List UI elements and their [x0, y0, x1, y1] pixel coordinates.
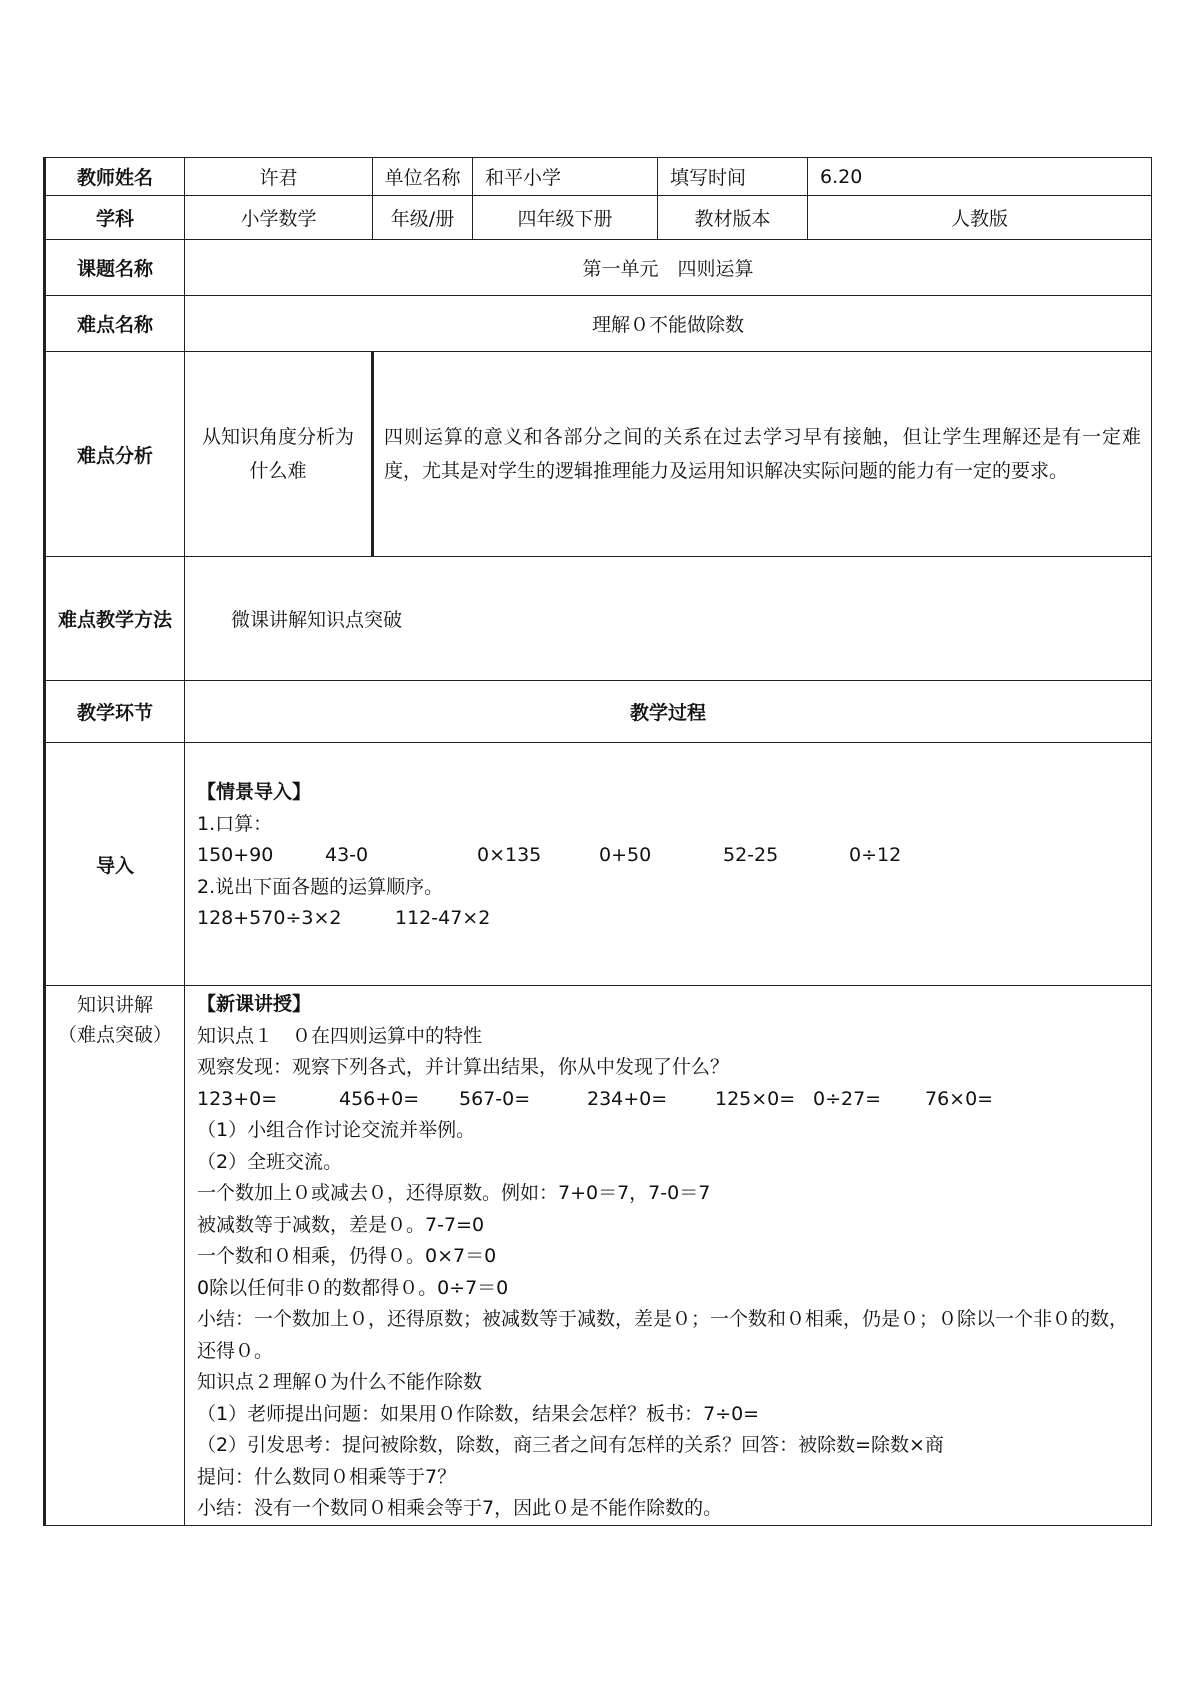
analysis-sublabel: 从知识角度分析为什么难	[185, 352, 373, 557]
calc-item: 567-0=	[459, 1087, 531, 1110]
lesson-label-line2: （难点突破）	[57, 1024, 172, 1046]
header-row-1	[45, 158, 1152, 196]
intro-row	[45, 743, 1152, 986]
lesson-row	[45, 986, 1152, 1526]
intro-q1-item: 52-25	[723, 844, 779, 866]
calc-item: 234+0=	[587, 1087, 668, 1110]
textbook-label: 教材版本	[658, 196, 808, 240]
grade-label: 年级/册	[373, 196, 473, 240]
intro-label: 导入	[45, 743, 185, 986]
calc-item: 456+0=	[339, 1087, 420, 1110]
difficulty-row	[45, 296, 1152, 352]
ask-text: 提问：什么数同０相乘等于7？	[197, 1465, 457, 1488]
calc-item: 76×0=	[925, 1087, 994, 1110]
intro-q2-items	[197, 903, 1141, 935]
calc-item: 123+0=	[197, 1087, 278, 1110]
textbook-value: 人教版	[808, 196, 1152, 240]
intro-q1-item: 0×135	[477, 844, 542, 866]
lesson-plan-table	[43, 157, 1152, 1526]
header-row-2	[45, 196, 1152, 240]
rule-3: 一个数和０相乘，仍得０。0×7＝0	[197, 1245, 497, 1267]
intro-heading: 【情景导入】	[197, 781, 312, 803]
question-step-1: （1）老师提出问题：如果用０作除数，结果会怎样？板书：7÷0=	[197, 1402, 760, 1425]
difficulty-label: 难点名称	[45, 296, 185, 352]
intro-q1-item: 150+90	[197, 844, 274, 866]
process-label: 教学环节	[45, 681, 185, 743]
step-1: （1）小组合作讨论交流并举例。	[197, 1119, 476, 1141]
process-header-row	[45, 681, 1152, 743]
kp1-title: 知识点１ ０在四则运算中的特性	[197, 1024, 483, 1047]
calc-item: 0÷27=	[813, 1087, 882, 1110]
intro-content	[185, 743, 1152, 986]
teacher-label: 教师姓名	[45, 158, 185, 196]
calc-item: 125×0=	[715, 1087, 796, 1110]
grade-value: 四年级下册	[473, 196, 658, 240]
lesson-plan-page	[43, 157, 1150, 1526]
observe-text: 观察发现：观察下列各式，并计算出结果，你从中发现了什么？	[197, 1056, 730, 1078]
lesson-label-line1: 知识讲解	[76, 994, 153, 1016]
intro-q2-item: 112-47×2	[395, 907, 491, 929]
fill-time-value: 6.20	[808, 158, 1152, 196]
topic-row	[45, 240, 1152, 296]
calc-items	[197, 1084, 1141, 1116]
unit-value: 和平小学	[473, 158, 658, 196]
method-label: 难点教学方法	[45, 557, 185, 681]
rule-4: 0除以任何非０的数都得０。0÷7＝0	[197, 1276, 509, 1299]
intro-q2: 2.说出下面各题的运算顺序。	[197, 875, 444, 898]
analysis-label: 难点分析	[45, 352, 185, 557]
method-value: 微课讲解知识点突破	[185, 557, 1152, 681]
kp2-title: 知识点２理解０为什么不能作除数	[197, 1371, 483, 1393]
analysis-text: 四则运算的意义和各部分之间的关系在过去学习早有接触，但让学生理解还是有一定难度，尤其是对学生的逻辑推理能力及运用知识解决实际问题的能力有一定的要求。	[373, 352, 1152, 557]
intro-q1-items	[197, 840, 1141, 872]
analysis-row	[45, 352, 1152, 557]
summary-1: 小结：一个数加上０，还得原数；被减数等于减数，差是０；一个数和０相乘，仍是０；０除以一个非０的数，还得０。	[197, 1308, 1129, 1362]
difficulty-value: 理解０不能做除数	[185, 296, 1152, 352]
intro-q1-item: 0+50	[599, 844, 652, 866]
intro-q2-item: 128+570÷3×2	[197, 907, 342, 929]
lesson-heading: 【新课讲授】	[197, 993, 312, 1015]
unit-label: 单位名称	[373, 158, 473, 196]
rule-2: 被减数等于减数，差是０。7-7=0	[197, 1213, 485, 1236]
fill-time-label: 填写时间	[658, 158, 808, 196]
question-step-2: （2）引发思考：提问被除数，除数，商三者之间有怎样的关系？回答：被除数=除数×商	[197, 1434, 944, 1456]
method-row	[45, 557, 1152, 681]
topic-label: 课题名称	[45, 240, 185, 296]
process-value: 教学过程	[185, 681, 1152, 743]
topic-value: 第一单元 四则运算	[185, 240, 1152, 296]
step-2: （2）全班交流。	[197, 1150, 343, 1173]
intro-q1: 1.口算：	[197, 812, 273, 835]
lesson-label	[45, 986, 185, 1526]
summary-2: 小结：没有一个数同０相乘会等于7，因此０是不能作除数的。	[197, 1497, 723, 1519]
subject-value: 小学数学	[185, 196, 373, 240]
lesson-content	[185, 986, 1152, 1526]
intro-q1-item: 0÷12	[849, 844, 902, 866]
intro-q1-item: 43-0	[325, 844, 369, 866]
rule-1: 一个数加上０或减去０，还得原数。例如：7+0＝7，7-0＝7	[197, 1182, 711, 1204]
teacher-value: 许君	[185, 158, 373, 196]
subject-label: 学科	[45, 196, 185, 240]
